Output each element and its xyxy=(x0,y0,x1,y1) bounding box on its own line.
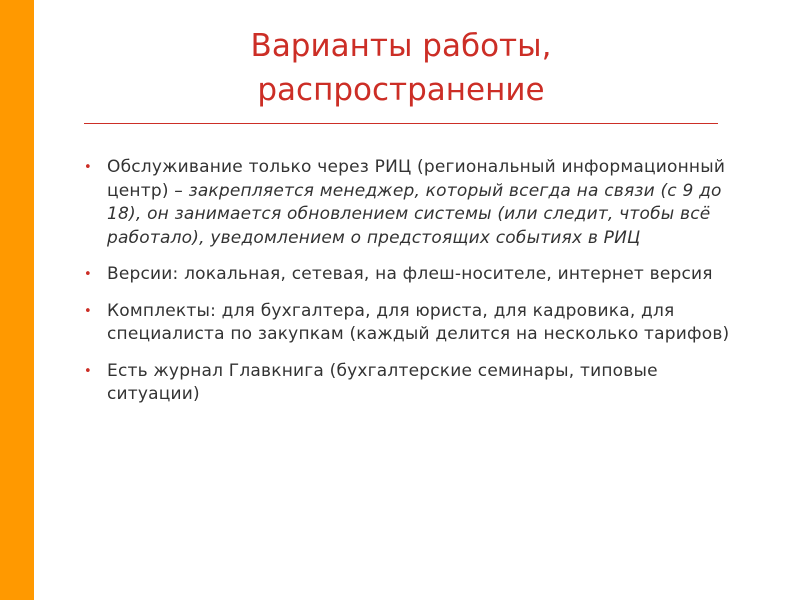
bullet-dot-icon: • xyxy=(84,160,92,175)
title-divider xyxy=(84,123,718,124)
bullet-dot-icon: • xyxy=(84,267,92,282)
bullet-text: Обслуживание только через РИЦ (региональный информационный центр) xyxy=(107,157,726,201)
bullet-list xyxy=(84,156,734,420)
bullet-item-kits xyxy=(84,300,734,347)
bullet-dot-icon: • xyxy=(84,363,92,379)
bullet-text: Есть журнал Главкнига (бухгалтерские семинары, типовые ситуации) xyxy=(107,360,658,404)
bullet-item-versions xyxy=(84,263,734,287)
orange-side-bar xyxy=(0,0,34,600)
slide-title xyxy=(84,24,718,112)
bullet-item-rits xyxy=(84,156,734,250)
title-line-2: распространение xyxy=(257,72,545,108)
bullet-item-journal xyxy=(84,360,734,407)
bullet-text-italic: – закрепляется менеджер, который всегда на связи (с 9 до 18), он занимается обновлением системы (или следит, чтобы всё работало), уведомлением о предстоящих событиях в РИЦ xyxy=(107,180,722,248)
bullet-dot-icon: • xyxy=(84,303,92,319)
bullet-text: Версии: локальная, сетевая, на флеш-носителе, интернет версия xyxy=(107,264,713,284)
bullet-text: Комплекты: для бухгалтера, для юриста, для кадровика, для специалиста по закупкам (каждый делится на несколько тарифов) xyxy=(107,300,730,344)
title-line-1: Варианты работы, xyxy=(250,28,552,64)
